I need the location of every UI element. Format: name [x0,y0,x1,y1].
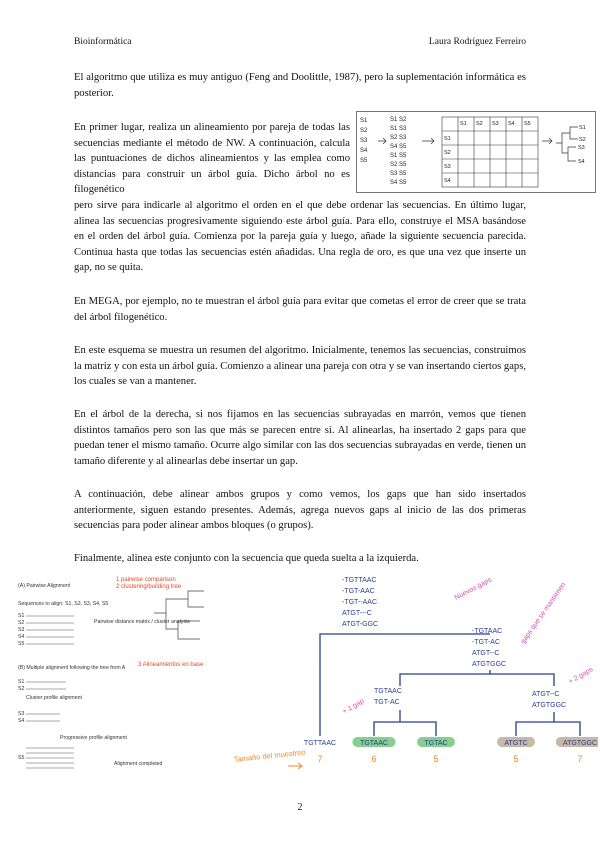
sketch-pair: S1 S2 [390,117,407,123]
header-right: Laura Rodríguez Ferreiro [428,37,526,47]
scheme-b-title: (B) Multiple alignment following the tree from A [18,665,126,671]
scheme-guide-tree [154,591,204,639]
scheme-b-row: S5 [18,755,25,761]
sketch-seq: S5 [360,158,368,164]
sketch-pair: S2 S3 [390,135,407,141]
algorithm-sketch [356,111,596,193]
sketch-seq: S4 [360,148,368,154]
top-block-seq: -TGT-AAC [342,588,375,595]
scheme-a-mid: Pairwise distance matrix / cluster analysis [94,619,190,625]
right-block-seq: ATGT--C [532,691,560,698]
left-block-seq: TGTAAC [374,688,402,695]
tree-branches [320,634,580,736]
scheme-a-row: S4 [18,634,25,640]
top-block-seq: -TGT--AAC [342,599,377,606]
mid-block-seq: ATGTGGC [472,661,507,668]
scheme-a-row: S5 [18,641,25,647]
annotation-gaps-kept: gaps que se mantienen [519,581,568,646]
sketch-matrix-col: S5 [524,121,531,127]
leaf-sequence: TGTTAAC [303,740,337,747]
paragraph-intro: El algoritmo que utiliza es muy antiguo (Feng and Doolittle, 1987), pero la suplementación informática es posterior. [74,72,526,99]
sketch-matrix-col: S3 [492,121,499,127]
right-block-seq: ATGTGGC [532,702,567,709]
guide-tree-figure [230,572,598,784]
scheme-note: 1 pairwise comparison [116,577,176,583]
scheme-b-row: S4 [18,718,25,724]
scheme-a-row: S3 [18,627,25,633]
sketch-pair: S2 S5 [390,162,407,168]
scheme-note: 2 clustering/building tree [116,584,182,590]
paragraph-mega: En MEGA, por ejemplo, no te muestran el árbol guía para evitar que cometas el error de creer que se trata del árbol filogenético. [74,296,526,323]
scheme-b-row: S1 [18,679,25,685]
sketch-matrix-col: S1 [460,121,467,127]
sketch-matrix-col: S2 [476,121,483,127]
paragraph-scheme: En este esquema se muestra un resumen del algoritmo. Inicialmente, tenemos las secuencias, construimos la matriz y con esta un árbol guía. Comienzo a alinear una pareja con otra y se van insertando ciertos gaps, los cuales se van a mantener. [74,345,526,388]
paragraph-right-tree: En el árbol de la derecha, si nos fijamos en las secuencias subrayadas en marrón, vemos que tienen distintos tamaños pero son las que más se parecen entre sí. Al alinearlas, ha insertado 2 gaps para que puedan tener el mismo tamaño. Ocurre algo similar con las dos secuencias subrayadas en verde, tienen un tamaño diferente y al alinearlas debe insertar un gap. [74,409,526,467]
sketch-pair: S1 S3 [390,126,407,132]
scheme-b-row: S2 [18,686,25,692]
scheme-a-row: S2 [18,620,25,626]
scheme-b-mid: Cluster profile alignment [26,695,82,701]
scheme-a-row: S1 [18,613,25,619]
scheme-a-label: Sequences to align: S1, S2, S3, S4, S5 [18,601,109,607]
leaf-length: 5 [433,754,439,764]
leaf-length: 6 [371,754,377,764]
sketch-pair: S4 S5 [390,180,407,186]
sketch-seq: S3 [360,138,368,144]
annotation-two-gaps: + 2 gaps [567,666,595,686]
paragraph-steps-wrapped: En primer lugar, realiza un alineamiento por pareja de todas las secuencias mediante el método de NW. A continuación, calcula las puntuaciones de dichos alineamientos y las emplea como distancias para construir un árbol guía. Dicho árbol no es filogenético [74,122,350,196]
scheme-b-row: S3 [18,711,25,717]
sketch-pair: S3 S5 [390,171,407,177]
sketch-pair: S4 S5 [390,144,407,150]
sketch-leaf: S3 [578,145,585,151]
mid-block-seq: -TGTAAC [472,628,503,635]
leaf-sequence: ATGTGGC [562,740,598,747]
sketch-pair: S1 S5 [390,153,407,159]
leaf-length: 7 [317,754,323,764]
sketch-matrix-row: S4 [444,178,451,184]
leaf-sequence: TGTAC [424,740,448,747]
sketch-matrix-col: S4 [508,121,515,127]
sketch-matrix-row: S1 [444,136,451,142]
sketch-matrix-row: S2 [444,150,451,156]
progressive-alignment-scheme [4,573,230,791]
annotation-sample-size: Tamaño del muestreo [233,747,306,764]
scheme-b-bottom: Progressive profile alignment [60,735,127,741]
leaf-length: 7 [577,754,583,764]
mid-block-seq: -TGT-AC [472,639,500,646]
scheme-b-right: Alignment completed [114,761,163,767]
sketch-matrix-row: S3 [444,164,451,170]
page-number: 2 [297,802,303,813]
annotation-new-gaps: Nuevos gaps [453,576,494,602]
sketch-leaf: S1 [579,125,586,131]
leaf-sequence: ATGTC [504,740,528,747]
top-block-seq: -TGTTAAC [342,577,377,584]
mid-block-seq: ATGT--C [472,650,500,657]
leaf-length: 5 [513,754,519,764]
annotation-arrow [288,763,302,769]
sketch-leaf: S2 [579,137,586,143]
scheme-note: 3 Alineamientos en base [138,662,204,668]
sketch-leaf: S4 [578,159,585,165]
annotation-one-gap: + 1 gap [341,697,366,716]
top-block-seq: ATGT---C [342,610,372,617]
header-left: Bioinformática [74,37,132,47]
sketch-seq: S2 [360,128,368,134]
paragraph-steps: pero sirve para indicarle al algoritmo el orden en el que debe ordenar las secuencias. En último lugar, alinea las secuencias progresivamente siguiendo este árbol guía. Para ello, construye el MSA basándose en el orden del árbol guía. Comienza por la pareja guía y luego, añade la siguiente secuencia parecida. Continua hasta que todas las secuencias estén añadidas. Una regla de oro, es que una vez que inserte un gap, no se quita. [74,200,526,274]
paragraph-final: Finalmente, alinea este conjunto con la secuencia que queda suelta a la izquierda. [74,553,419,564]
sketch-seq: S1 [360,118,368,124]
leaf-sequence: TGTAAC [360,740,388,747]
top-block-seq: ATGT-GGC [342,621,379,628]
paragraph-groups: A continuación, debe alinear ambos grupos y como vemos, los gaps que han sido insertados anteriormente, siguen estando presentes. Además, agrega nuevos gaps al inicio de las dos primeras secuencias para poder alinear ambos bloques (o grupos). [74,489,526,532]
scheme-a-title: (A) Pairwise Alignment [18,583,71,589]
left-block-seq: TGT-AC [374,699,400,706]
